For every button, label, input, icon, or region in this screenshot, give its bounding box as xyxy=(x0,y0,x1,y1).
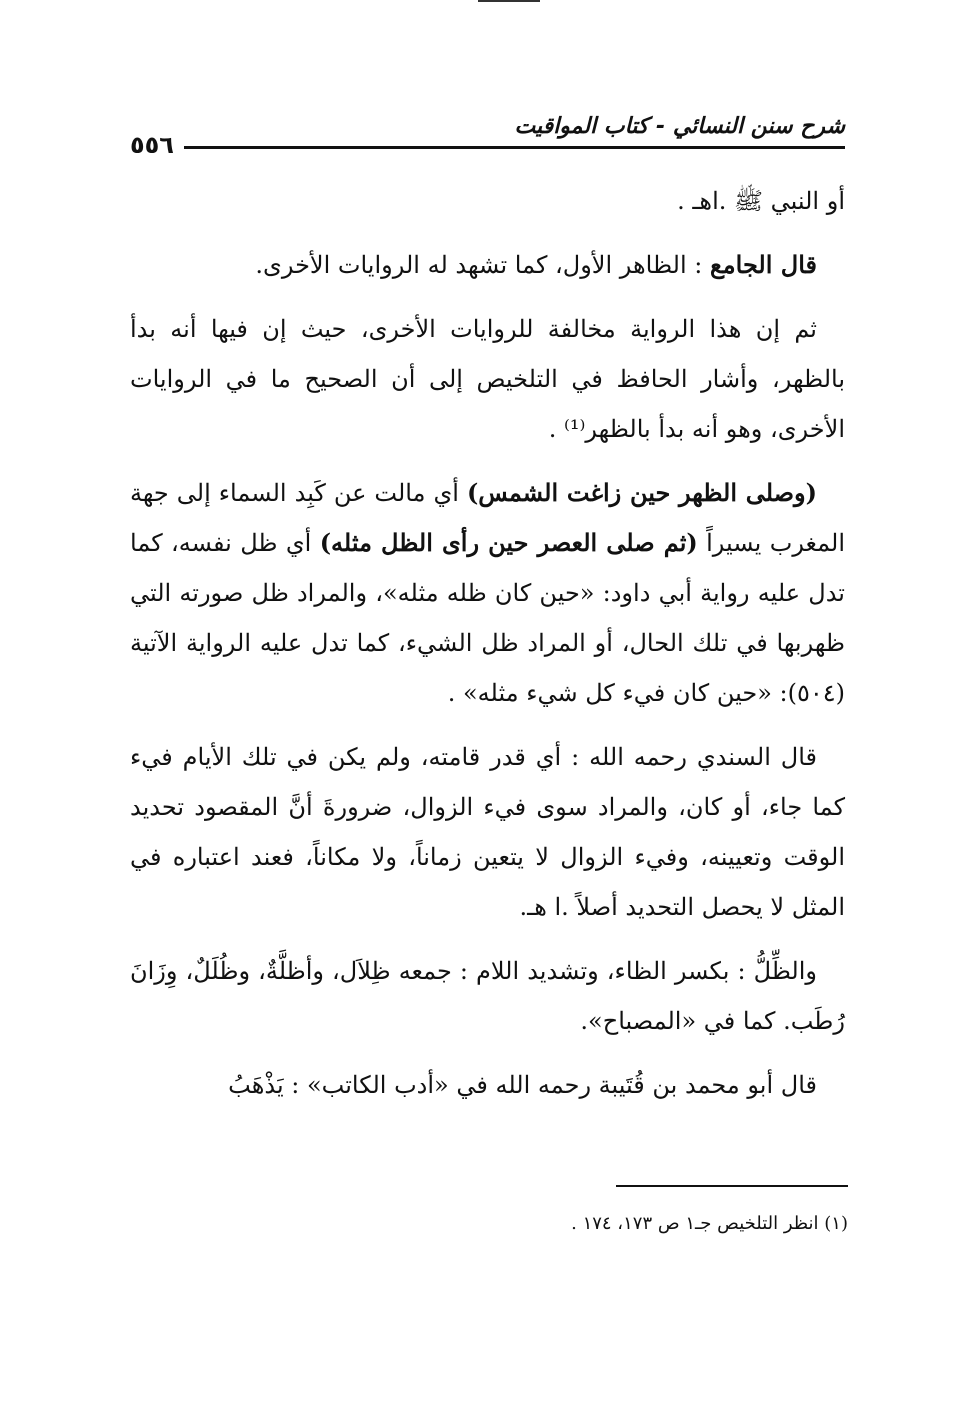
paragraph-text: أو النبي ﷺ .اهـ . xyxy=(677,187,845,215)
footnote-separator xyxy=(616,1185,848,1187)
top-edge-mark xyxy=(478,0,540,2)
paragraph-7 xyxy=(130,1060,845,1110)
paragraph-3 xyxy=(130,304,845,454)
header-rule xyxy=(130,146,845,149)
commentary-text-2: أي ظل نفسه، كما تدل عليه رواية أبي داود: «حين كان ظله مثله»، والمراد ظل صورته التي ظهربها في تلك الحال، أو المراد ظل الشيء، كما تدل عليه الرواية الآتية (٥٠٤): «حين كان فيء كل شيء مثله» . xyxy=(130,529,845,707)
paragraph-lead: قال الجامع xyxy=(710,250,817,279)
header-title: شرح سنن النسائي - كتاب المواقيت xyxy=(514,114,845,139)
running-header xyxy=(130,112,845,159)
paragraph-1 xyxy=(130,176,845,226)
page-number: ٥٥٦ xyxy=(130,130,184,160)
paragraph-5 xyxy=(130,732,845,932)
paragraph-text: قال أبو محمد بن قُتَيبة رحمه الله في «أدب الكاتب» : يَذْهَبُ xyxy=(228,1071,817,1099)
hadith-quote-2: (ثم صلى العصر حين رأى الظل مثله) xyxy=(319,528,698,557)
paragraph-4 xyxy=(130,468,845,718)
commentary-text-1: أي مالت عن كَبِد السماء إلى جهة المغرب يسيراً xyxy=(130,479,845,557)
page-body xyxy=(130,176,845,1124)
paragraph-6 xyxy=(130,946,845,1046)
paragraph-text: والظِّلُّ : بكسر الظاء، وتشديد اللام : جمعه ظِلاَل، وأظلَّةٌ، وظُلَلٌ، وِزَانَ رُطَب. كما في «المصباح». xyxy=(130,957,845,1035)
paragraph-text: : الظاهر الأول، كما تشهد له الروايات الأخرى. xyxy=(255,251,703,279)
hadith-quote-1: (وصلى الظهر حين زاغت الشمس) xyxy=(466,478,818,507)
paragraph-text: ثم إن هذا الرواية مخالفة للروايات الأخرى، حيث إن فيها أنه بدأ بالظهر، وأشار الحافظ في التلخيص إلى أن الصحيح ما في الروايات الأخرى، وهو أنه بدأ بالظهر⁽¹⁾ . xyxy=(130,315,845,443)
footnote: (١) انظر التلخيص جـ١ ص ١٧٣، ١٧٤ . xyxy=(571,1213,848,1234)
paragraph-2 xyxy=(130,240,845,290)
paragraph-text: قال السندي رحمه الله : أي قدر قامته، ولم يكن في تلك الأيام فيء كما جاء، أو كان، والمراد سوى فيء الزوال، ضرورةَ أنَّ المقصود تحديد الوقت وتعيينه، وفيء الزوال لا يتعين زماناً، ولا مكاناً، فعند اعتباره في المثل لا يحصل التحديد أصلاً .ا هـ. xyxy=(130,743,845,921)
